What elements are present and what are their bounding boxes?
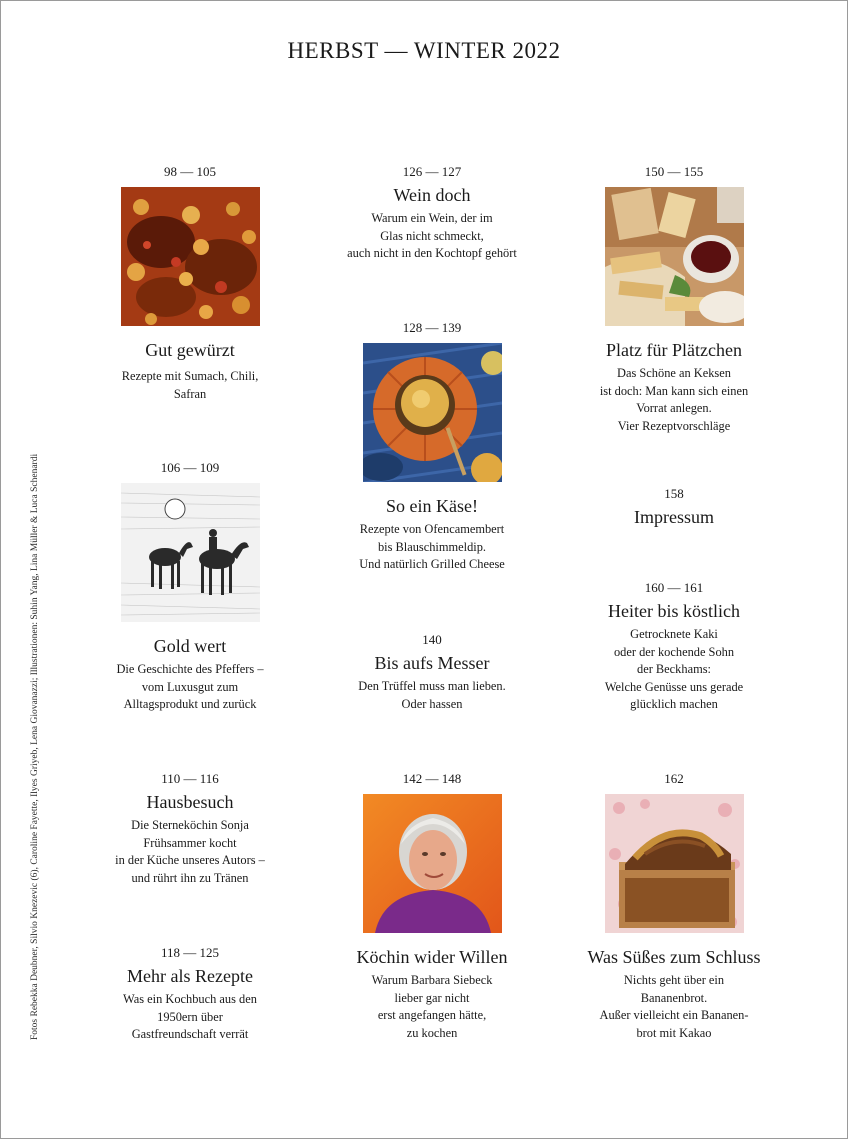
spiced-chicken-tray-photo <box>121 187 260 326</box>
article-description: Nichts geht über ein Bananenbrot. Außer vielleicht ein Bananen- brot mit Kakao <box>599 973 749 1040</box>
toc-entry-gold-wert[interactable] <box>80 460 300 714</box>
article-description: Die Sterneköchin Sonja Frühsammer kocht in der Küche unseres Autors – und rührt ihn zu Tränen <box>115 818 265 885</box>
page-range: 126 — 127 <box>402 164 462 179</box>
page-range: 110 — 116 <box>161 771 219 786</box>
article-description: Rezepte mit Sumach, Chili, Safran <box>121 369 259 401</box>
photo-credits: Fotos Rebekka Deubner, Silvio Knezevic (6), Caroline Fayette, Ilyes Griyeb, Lena Giovanazzi; Illustrationen: Suhin Yang, Lina Müller & Luca Schenardi <box>30 453 40 1040</box>
article-description: Das Schöne an Keksen ist doch: Man kann sich einen Vorrat anlegen. Vier Rezeptvorschläge <box>599 366 749 433</box>
toc-entry-impressum[interactable] <box>564 486 784 528</box>
article-description: Rezepte von Ofencamembert bis Blauschimmeldip. Und natürlich Grilled Cheese <box>359 522 505 571</box>
article-title: Impressum <box>634 507 714 527</box>
page-range: 150 — 155 <box>644 164 704 179</box>
article-title: Was Süßes zum Schluss <box>587 947 761 967</box>
article-description: Warum ein Wein, der im Glas nicht schmeckt, auch nicht in den Kochtopf gehört <box>347 211 517 260</box>
page-range: 128 — 139 <box>402 320 462 335</box>
article-description: Warum Barbara Siebeck lieber gar nicht erst angefangen hätte, zu kochen <box>371 973 493 1040</box>
toc-entry-mehr-als-rezepte[interactable] <box>80 945 300 1044</box>
article-title: Platz für Plätzchen <box>606 340 742 360</box>
article-description: Was ein Kochbuch aus den 1950ern über Gastfreundschaft verrät <box>123 992 257 1041</box>
page-range: 106 — 109 <box>160 460 220 475</box>
article-title: Wein doch <box>393 185 471 205</box>
page-range: 158 <box>664 486 684 501</box>
toc-entry-platz-fuer-plaetzchen[interactable] <box>564 164 784 435</box>
article-title: Mehr als Rezepte <box>127 966 253 986</box>
article-title: Heiter bis köstlich <box>608 601 740 621</box>
toc-entry-koechin-wider-willen[interactable] <box>322 771 542 1042</box>
page-range: 140 <box>422 632 442 647</box>
cookies-and-tea-photo <box>605 187 744 326</box>
article-description: Den Trüffel muss man lieben. Oder hassen <box>358 679 506 711</box>
toc-entry-so-ein-kaese[interactable] <box>322 320 542 574</box>
toc-entry-wein-doch[interactable] <box>322 164 542 263</box>
camel-caravan-illustration <box>121 483 260 622</box>
article-description: Die Geschichte des Pfeffers – vom Luxusgut zum Alltagsprodukt und zurück <box>116 662 264 711</box>
page-title: HERBST — WINTER 2022 <box>287 38 561 63</box>
grilled-cheese-plate-photo <box>363 343 502 482</box>
article-title: Gold wert <box>153 636 227 656</box>
toc-entry-bis-aufs-messer[interactable] <box>322 632 542 713</box>
toc-entry-heiter-bis-koestlich[interactable] <box>564 580 784 714</box>
portrait-barbara-siebeck-photo <box>363 794 502 933</box>
article-title: Köchin wider Willen <box>356 947 508 967</box>
article-title: So ein Käse! <box>386 496 478 516</box>
article-title: Gut gewürzt <box>145 340 235 360</box>
article-title: Hausbesuch <box>146 792 234 812</box>
page-range: 160 — 161 <box>644 580 704 595</box>
article-description: Getrocknete Kaki oder der kochende Sohn der Beckhams: Welche Genüsse uns gerade glücklich machen <box>604 627 744 711</box>
banana-bread-photo <box>605 794 744 933</box>
toc-entry-was-suesses-zum-schluss[interactable] <box>564 771 784 1042</box>
toc-entry-gut-gewuerzt[interactable] <box>80 164 300 403</box>
page-range: 98 — 105 <box>164 164 216 179</box>
page-range: 142 — 148 <box>402 771 462 786</box>
page-range: 118 — 125 <box>160 945 220 960</box>
toc-entry-hausbesuch[interactable] <box>80 771 300 887</box>
article-title: Bis aufs Messer <box>374 653 490 673</box>
page-range: 162 <box>664 771 684 786</box>
